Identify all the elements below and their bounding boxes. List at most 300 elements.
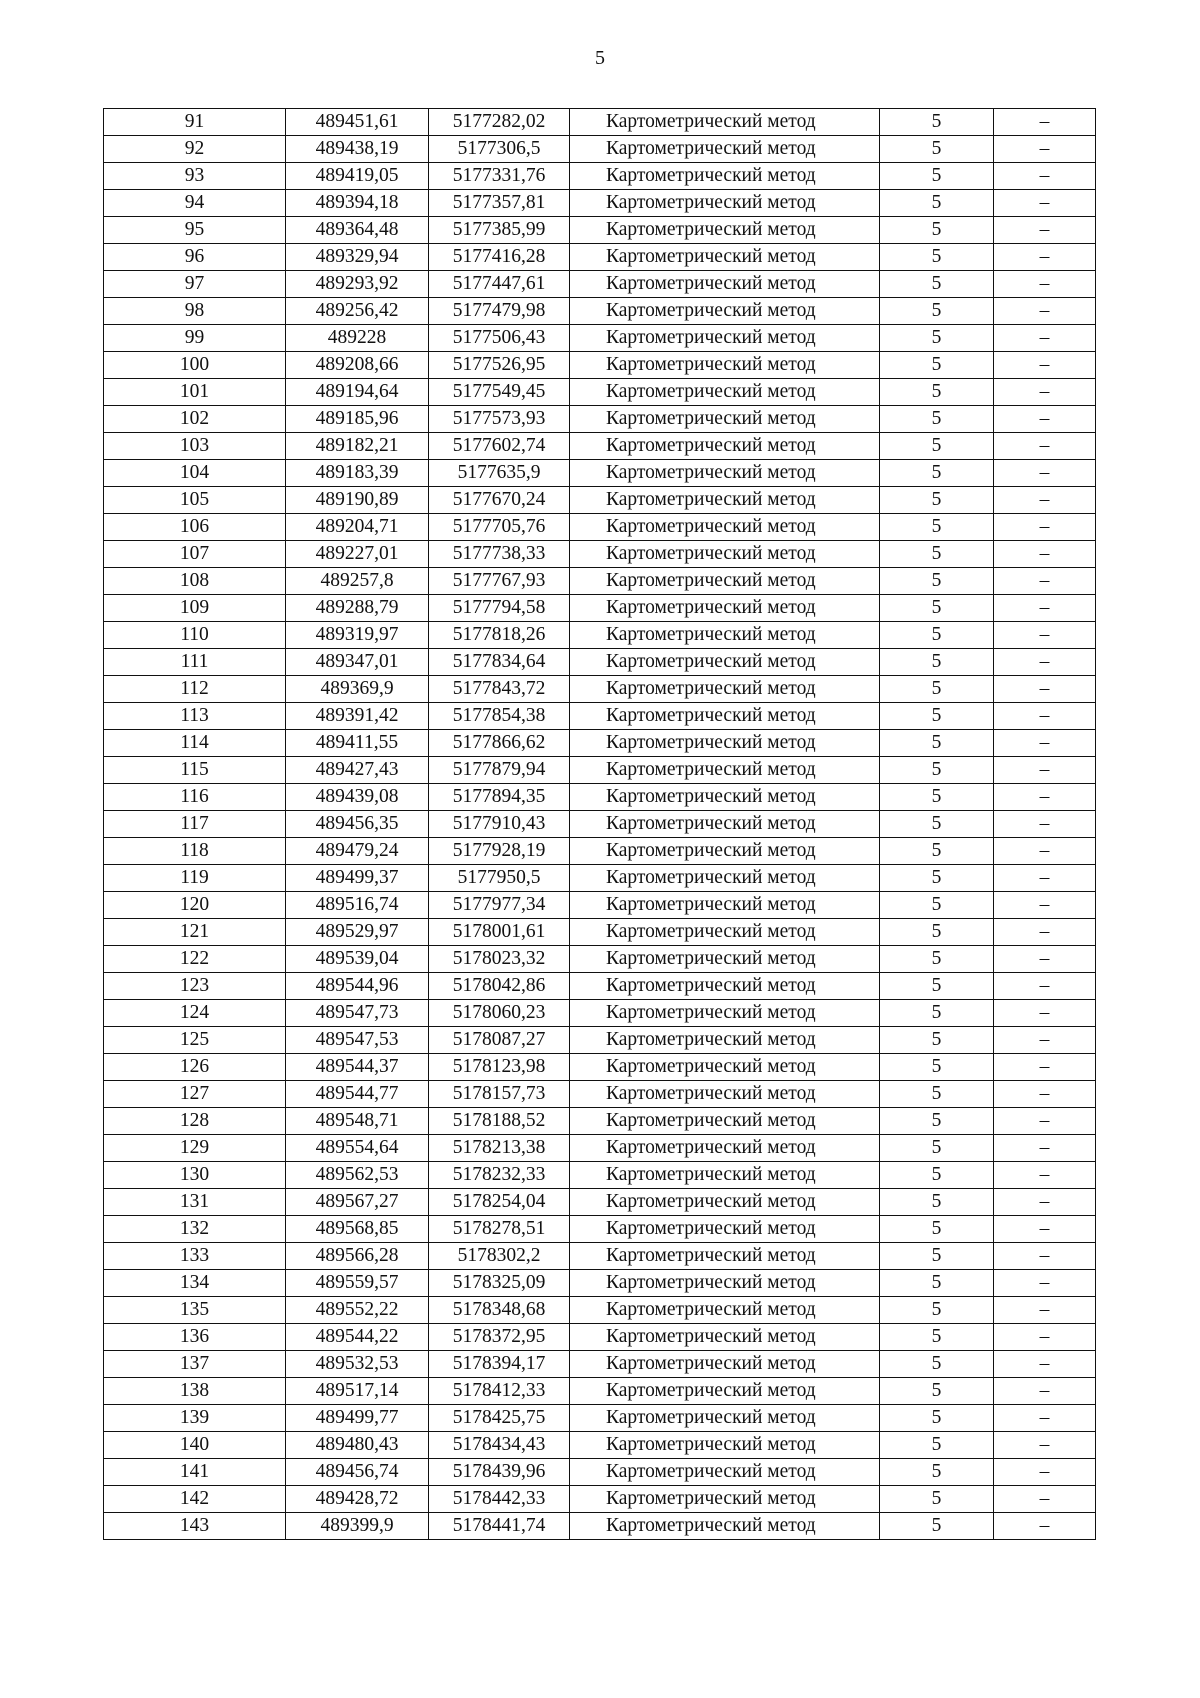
y-coordinate-cell: 5177385,99 — [429, 217, 570, 244]
x-coordinate-cell: 489544,96 — [286, 973, 429, 1000]
accuracy-cell: 5 — [880, 676, 994, 703]
y-coordinate-cell: 5177670,24 — [429, 487, 570, 514]
method-cell: Картометрический метод — [570, 352, 880, 379]
note-cell: – — [994, 1108, 1096, 1135]
point-number-cell: 128 — [104, 1108, 286, 1135]
note-cell: – — [994, 352, 1096, 379]
note-cell: – — [994, 919, 1096, 946]
table-row — [104, 1081, 1096, 1108]
point-number-cell: 120 — [104, 892, 286, 919]
table-row — [104, 919, 1096, 946]
accuracy-cell: 5 — [880, 811, 994, 838]
note-cell: – — [994, 1270, 1096, 1297]
y-coordinate-cell: 5178254,04 — [429, 1189, 570, 1216]
table-row — [104, 352, 1096, 379]
method-cell: Картометрический метод — [570, 1378, 880, 1405]
x-coordinate-cell: 489456,74 — [286, 1459, 429, 1486]
table-row — [104, 406, 1096, 433]
x-coordinate-cell: 489568,85 — [286, 1216, 429, 1243]
x-coordinate-cell: 489369,9 — [286, 676, 429, 703]
table-row — [104, 1405, 1096, 1432]
method-cell: Картометрический метод — [570, 325, 880, 352]
method-cell: Картометрический метод — [570, 271, 880, 298]
note-cell: – — [994, 730, 1096, 757]
note-cell: – — [994, 163, 1096, 190]
x-coordinate-cell: 489391,42 — [286, 703, 429, 730]
accuracy-cell: 5 — [880, 865, 994, 892]
method-cell: Картометрический метод — [570, 595, 880, 622]
table-row — [104, 595, 1096, 622]
x-coordinate-cell: 489438,19 — [286, 136, 429, 163]
table-row — [104, 136, 1096, 163]
table-row — [104, 973, 1096, 1000]
x-coordinate-cell: 489427,43 — [286, 757, 429, 784]
y-coordinate-cell: 5177416,28 — [429, 244, 570, 271]
x-coordinate-cell: 489554,64 — [286, 1135, 429, 1162]
method-cell: Картометрический метод — [570, 946, 880, 973]
method-cell: Картометрический метод — [570, 757, 880, 784]
accuracy-cell: 5 — [880, 838, 994, 865]
method-cell: Картометрический метод — [570, 1135, 880, 1162]
y-coordinate-cell: 5178042,86 — [429, 973, 570, 1000]
note-cell: – — [994, 892, 1096, 919]
table-row — [104, 217, 1096, 244]
note-cell: – — [994, 1432, 1096, 1459]
method-cell: Картометрический метод — [570, 892, 880, 919]
note-cell: – — [994, 865, 1096, 892]
accuracy-cell: 5 — [880, 649, 994, 676]
note-cell: – — [994, 1378, 1096, 1405]
table-row — [104, 649, 1096, 676]
accuracy-cell: 5 — [880, 568, 994, 595]
accuracy-cell: 5 — [880, 1027, 994, 1054]
method-cell: Картометрический метод — [570, 1324, 880, 1351]
point-number-cell: 132 — [104, 1216, 286, 1243]
note-cell: – — [994, 487, 1096, 514]
point-number-cell: 121 — [104, 919, 286, 946]
method-cell: Картометрический метод — [570, 1216, 880, 1243]
method-cell: Картометрический метод — [570, 1405, 880, 1432]
point-number-cell: 129 — [104, 1135, 286, 1162]
y-coordinate-cell: 5178372,95 — [429, 1324, 570, 1351]
method-cell: Картометрический метод — [570, 406, 880, 433]
accuracy-cell: 5 — [880, 244, 994, 271]
x-coordinate-cell: 489185,96 — [286, 406, 429, 433]
accuracy-cell: 5 — [880, 1459, 994, 1486]
x-coordinate-cell: 489227,01 — [286, 541, 429, 568]
y-coordinate-cell: 5177866,62 — [429, 730, 570, 757]
table-row — [104, 541, 1096, 568]
method-cell: Картометрический метод — [570, 190, 880, 217]
point-number-cell: 111 — [104, 649, 286, 676]
x-coordinate-cell: 489552,22 — [286, 1297, 429, 1324]
x-coordinate-cell: 489183,39 — [286, 460, 429, 487]
method-cell: Картометрический метод — [570, 865, 880, 892]
accuracy-cell: 5 — [880, 757, 994, 784]
point-number-cell: 92 — [104, 136, 286, 163]
method-cell: Картометрический метод — [570, 676, 880, 703]
accuracy-cell: 5 — [880, 163, 994, 190]
method-cell: Картометрический метод — [570, 1027, 880, 1054]
x-coordinate-cell: 489257,8 — [286, 568, 429, 595]
table-row — [104, 1216, 1096, 1243]
x-coordinate-cell: 489547,73 — [286, 1000, 429, 1027]
accuracy-cell: 5 — [880, 973, 994, 1000]
point-number-cell: 140 — [104, 1432, 286, 1459]
note-cell: – — [994, 946, 1096, 973]
point-number-cell: 114 — [104, 730, 286, 757]
point-number-cell: 98 — [104, 298, 286, 325]
table-row — [104, 1513, 1096, 1540]
y-coordinate-cell: 5178278,51 — [429, 1216, 570, 1243]
point-number-cell: 110 — [104, 622, 286, 649]
y-coordinate-cell: 5177357,81 — [429, 190, 570, 217]
point-number-cell: 107 — [104, 541, 286, 568]
note-cell: – — [994, 1216, 1096, 1243]
accuracy-cell: 5 — [880, 352, 994, 379]
method-cell: Картометрический метод — [570, 379, 880, 406]
point-number-cell: 127 — [104, 1081, 286, 1108]
note-cell: – — [994, 1189, 1096, 1216]
note-cell: – — [994, 379, 1096, 406]
note-cell: – — [994, 973, 1096, 1000]
point-number-cell: 135 — [104, 1297, 286, 1324]
x-coordinate-cell: 489516,74 — [286, 892, 429, 919]
table-row — [104, 838, 1096, 865]
note-cell: – — [994, 298, 1096, 325]
table-row — [104, 1486, 1096, 1513]
y-coordinate-cell: 5178123,98 — [429, 1054, 570, 1081]
accuracy-cell: 5 — [880, 1324, 994, 1351]
y-coordinate-cell: 5178188,52 — [429, 1108, 570, 1135]
y-coordinate-cell: 5177306,5 — [429, 136, 570, 163]
method-cell: Картометрический метод — [570, 973, 880, 1000]
accuracy-cell: 5 — [880, 541, 994, 568]
accuracy-cell: 5 — [880, 1378, 994, 1405]
table-row — [104, 1378, 1096, 1405]
x-coordinate-cell: 489479,24 — [286, 838, 429, 865]
x-coordinate-cell: 489190,89 — [286, 487, 429, 514]
table-row — [104, 1297, 1096, 1324]
x-coordinate-cell: 489544,37 — [286, 1054, 429, 1081]
point-number-cell: 122 — [104, 946, 286, 973]
point-number-cell: 104 — [104, 460, 286, 487]
method-cell: Картометрический метод — [570, 622, 880, 649]
y-coordinate-cell: 5177738,33 — [429, 541, 570, 568]
y-coordinate-cell: 5178425,75 — [429, 1405, 570, 1432]
x-coordinate-cell: 489394,18 — [286, 190, 429, 217]
x-coordinate-cell: 489182,21 — [286, 433, 429, 460]
note-cell: – — [994, 244, 1096, 271]
point-number-cell: 112 — [104, 676, 286, 703]
method-cell: Картометрический метод — [570, 163, 880, 190]
method-cell: Картометрический метод — [570, 649, 880, 676]
point-number-cell: 115 — [104, 757, 286, 784]
table-row — [104, 271, 1096, 298]
x-coordinate-cell: 489293,92 — [286, 271, 429, 298]
x-coordinate-cell: 489288,79 — [286, 595, 429, 622]
method-cell: Картометрический метод — [570, 811, 880, 838]
accuracy-cell: 5 — [880, 1000, 994, 1027]
y-coordinate-cell: 5178157,73 — [429, 1081, 570, 1108]
point-number-cell: 101 — [104, 379, 286, 406]
point-number-cell: 124 — [104, 1000, 286, 1027]
table-row — [104, 622, 1096, 649]
y-coordinate-cell: 5177447,61 — [429, 271, 570, 298]
method-cell: Картометрический метод — [570, 1081, 880, 1108]
accuracy-cell: 5 — [880, 433, 994, 460]
note-cell: – — [994, 514, 1096, 541]
table-row — [104, 1135, 1096, 1162]
table-row — [104, 892, 1096, 919]
y-coordinate-cell: 5177977,34 — [429, 892, 570, 919]
y-coordinate-cell: 5178023,32 — [429, 946, 570, 973]
y-coordinate-cell: 5177879,94 — [429, 757, 570, 784]
table-row — [104, 1459, 1096, 1486]
x-coordinate-cell: 489566,28 — [286, 1243, 429, 1270]
note-cell: – — [994, 649, 1096, 676]
method-cell: Картометрический метод — [570, 838, 880, 865]
point-number-cell: 108 — [104, 568, 286, 595]
y-coordinate-cell: 5177479,98 — [429, 298, 570, 325]
table-row — [104, 784, 1096, 811]
x-coordinate-cell: 489567,27 — [286, 1189, 429, 1216]
note-cell: – — [994, 568, 1096, 595]
x-coordinate-cell: 489194,64 — [286, 379, 429, 406]
note-cell: – — [994, 1135, 1096, 1162]
table-row — [104, 460, 1096, 487]
table-row — [104, 1000, 1096, 1027]
point-number-cell: 102 — [104, 406, 286, 433]
y-coordinate-cell: 5178412,33 — [429, 1378, 570, 1405]
point-number-cell: 126 — [104, 1054, 286, 1081]
note-cell: – — [994, 1162, 1096, 1189]
point-number-cell: 134 — [104, 1270, 286, 1297]
y-coordinate-cell: 5178087,27 — [429, 1027, 570, 1054]
method-cell: Картометрический метод — [570, 1108, 880, 1135]
method-cell: Картометрический метод — [570, 514, 880, 541]
table-row — [104, 676, 1096, 703]
accuracy-cell: 5 — [880, 406, 994, 433]
note-cell: – — [994, 757, 1096, 784]
accuracy-cell: 5 — [880, 595, 994, 622]
accuracy-cell: 5 — [880, 271, 994, 298]
point-number-cell: 138 — [104, 1378, 286, 1405]
table-row — [104, 703, 1096, 730]
method-cell: Картометрический метод — [570, 433, 880, 460]
x-coordinate-cell: 489256,42 — [286, 298, 429, 325]
method-cell: Картометрический метод — [570, 703, 880, 730]
accuracy-cell: 5 — [880, 1216, 994, 1243]
note-cell: – — [994, 595, 1096, 622]
note-cell: – — [994, 1081, 1096, 1108]
x-coordinate-cell: 489319,97 — [286, 622, 429, 649]
table-row — [104, 244, 1096, 271]
x-coordinate-cell: 489539,04 — [286, 946, 429, 973]
table-row — [104, 865, 1096, 892]
method-cell: Картометрический метод — [570, 1297, 880, 1324]
method-cell: Картометрический метод — [570, 1054, 880, 1081]
note-cell: – — [994, 460, 1096, 487]
note-cell: – — [994, 1405, 1096, 1432]
method-cell: Картометрический метод — [570, 460, 880, 487]
y-coordinate-cell: 5177526,95 — [429, 352, 570, 379]
table-row — [104, 1189, 1096, 1216]
y-coordinate-cell: 5178213,38 — [429, 1135, 570, 1162]
x-coordinate-cell: 489562,53 — [286, 1162, 429, 1189]
accuracy-cell: 5 — [880, 1432, 994, 1459]
point-number-cell: 96 — [104, 244, 286, 271]
accuracy-cell: 5 — [880, 1054, 994, 1081]
accuracy-cell: 5 — [880, 1405, 994, 1432]
note-cell: – — [994, 1459, 1096, 1486]
accuracy-cell: 5 — [880, 919, 994, 946]
note-cell: – — [994, 109, 1096, 136]
point-number-cell: 137 — [104, 1351, 286, 1378]
coordinates-table-body — [104, 109, 1096, 1540]
y-coordinate-cell: 5178001,61 — [429, 919, 570, 946]
table-row — [104, 1027, 1096, 1054]
method-cell: Картометрический метод — [570, 1459, 880, 1486]
x-coordinate-cell: 489329,94 — [286, 244, 429, 271]
x-coordinate-cell: 489208,66 — [286, 352, 429, 379]
x-coordinate-cell: 489529,97 — [286, 919, 429, 946]
point-number-cell: 103 — [104, 433, 286, 460]
y-coordinate-cell: 5177950,5 — [429, 865, 570, 892]
accuracy-cell: 5 — [880, 487, 994, 514]
x-coordinate-cell: 489399,9 — [286, 1513, 429, 1540]
accuracy-cell: 5 — [880, 1513, 994, 1540]
y-coordinate-cell: 5177928,19 — [429, 838, 570, 865]
table-row — [104, 109, 1096, 136]
accuracy-cell: 5 — [880, 109, 994, 136]
accuracy-cell: 5 — [880, 730, 994, 757]
table-row — [104, 1162, 1096, 1189]
table-row — [104, 811, 1096, 838]
method-cell: Картометрический метод — [570, 568, 880, 595]
y-coordinate-cell: 5177767,93 — [429, 568, 570, 595]
accuracy-cell: 5 — [880, 460, 994, 487]
y-coordinate-cell: 5178060,23 — [429, 1000, 570, 1027]
x-coordinate-cell: 489532,53 — [286, 1351, 429, 1378]
note-cell: – — [994, 703, 1096, 730]
method-cell: Картометрический метод — [570, 1270, 880, 1297]
table-row — [104, 757, 1096, 784]
note-cell: – — [994, 1324, 1096, 1351]
x-coordinate-cell: 489544,77 — [286, 1081, 429, 1108]
point-number-cell: 116 — [104, 784, 286, 811]
method-cell: Картометрический метод — [570, 1486, 880, 1513]
accuracy-cell: 5 — [880, 1135, 994, 1162]
table-row — [104, 433, 1096, 460]
method-cell: Картометрический метод — [570, 784, 880, 811]
method-cell: Картометрический метод — [570, 109, 880, 136]
table-row — [104, 298, 1096, 325]
method-cell: Картометрический метод — [570, 298, 880, 325]
point-number-cell: 95 — [104, 217, 286, 244]
accuracy-cell: 5 — [880, 1351, 994, 1378]
method-cell: Картометрический метод — [570, 136, 880, 163]
point-number-cell: 113 — [104, 703, 286, 730]
y-coordinate-cell: 5178325,09 — [429, 1270, 570, 1297]
accuracy-cell: 5 — [880, 892, 994, 919]
table-row — [104, 1270, 1096, 1297]
y-coordinate-cell: 5177282,02 — [429, 109, 570, 136]
accuracy-cell: 5 — [880, 136, 994, 163]
method-cell: Картометрический метод — [570, 487, 880, 514]
point-number-cell: 136 — [104, 1324, 286, 1351]
note-cell: – — [994, 217, 1096, 244]
table-row — [104, 946, 1096, 973]
point-number-cell: 131 — [104, 1189, 286, 1216]
y-coordinate-cell: 5177602,74 — [429, 433, 570, 460]
note-cell: – — [994, 676, 1096, 703]
accuracy-cell: 5 — [880, 514, 994, 541]
x-coordinate-cell: 489428,72 — [286, 1486, 429, 1513]
method-cell: Картометрический метод — [570, 730, 880, 757]
table-row — [104, 514, 1096, 541]
y-coordinate-cell: 5177910,43 — [429, 811, 570, 838]
x-coordinate-cell: 489548,71 — [286, 1108, 429, 1135]
table-row — [104, 730, 1096, 757]
x-coordinate-cell: 489228 — [286, 325, 429, 352]
note-cell: – — [994, 541, 1096, 568]
point-number-cell: 109 — [104, 595, 286, 622]
y-coordinate-cell: 5178441,74 — [429, 1513, 570, 1540]
note-cell: – — [994, 784, 1096, 811]
y-coordinate-cell: 5177549,45 — [429, 379, 570, 406]
point-number-cell: 99 — [104, 325, 286, 352]
accuracy-cell: 5 — [880, 1243, 994, 1270]
page-number: 5 — [595, 47, 605, 69]
table-row — [104, 1324, 1096, 1351]
point-number-cell: 100 — [104, 352, 286, 379]
y-coordinate-cell: 5178232,33 — [429, 1162, 570, 1189]
accuracy-cell: 5 — [880, 1297, 994, 1324]
y-coordinate-cell: 5178434,43 — [429, 1432, 570, 1459]
table-row — [104, 1351, 1096, 1378]
point-number-cell: 141 — [104, 1459, 286, 1486]
table-row — [104, 568, 1096, 595]
table-row — [104, 1432, 1096, 1459]
table-row — [104, 1108, 1096, 1135]
y-coordinate-cell: 5178348,68 — [429, 1297, 570, 1324]
note-cell: – — [994, 433, 1096, 460]
table-row — [104, 487, 1096, 514]
x-coordinate-cell: 489517,14 — [286, 1378, 429, 1405]
method-cell: Картометрический метод — [570, 1513, 880, 1540]
y-coordinate-cell: 5177705,76 — [429, 514, 570, 541]
point-number-cell: 125 — [104, 1027, 286, 1054]
accuracy-cell: 5 — [880, 946, 994, 973]
accuracy-cell: 5 — [880, 1189, 994, 1216]
x-coordinate-cell: 489499,77 — [286, 1405, 429, 1432]
x-coordinate-cell: 489499,37 — [286, 865, 429, 892]
note-cell: – — [994, 811, 1096, 838]
x-coordinate-cell: 489411,55 — [286, 730, 429, 757]
y-coordinate-cell: 5177635,9 — [429, 460, 570, 487]
note-cell: – — [994, 406, 1096, 433]
note-cell: – — [994, 1486, 1096, 1513]
point-number-cell: 143 — [104, 1513, 286, 1540]
accuracy-cell: 5 — [880, 379, 994, 406]
table-row — [104, 325, 1096, 352]
x-coordinate-cell: 489439,08 — [286, 784, 429, 811]
y-coordinate-cell: 5178442,33 — [429, 1486, 570, 1513]
x-coordinate-cell: 489419,05 — [286, 163, 429, 190]
accuracy-cell: 5 — [880, 1162, 994, 1189]
point-number-cell: 91 — [104, 109, 286, 136]
